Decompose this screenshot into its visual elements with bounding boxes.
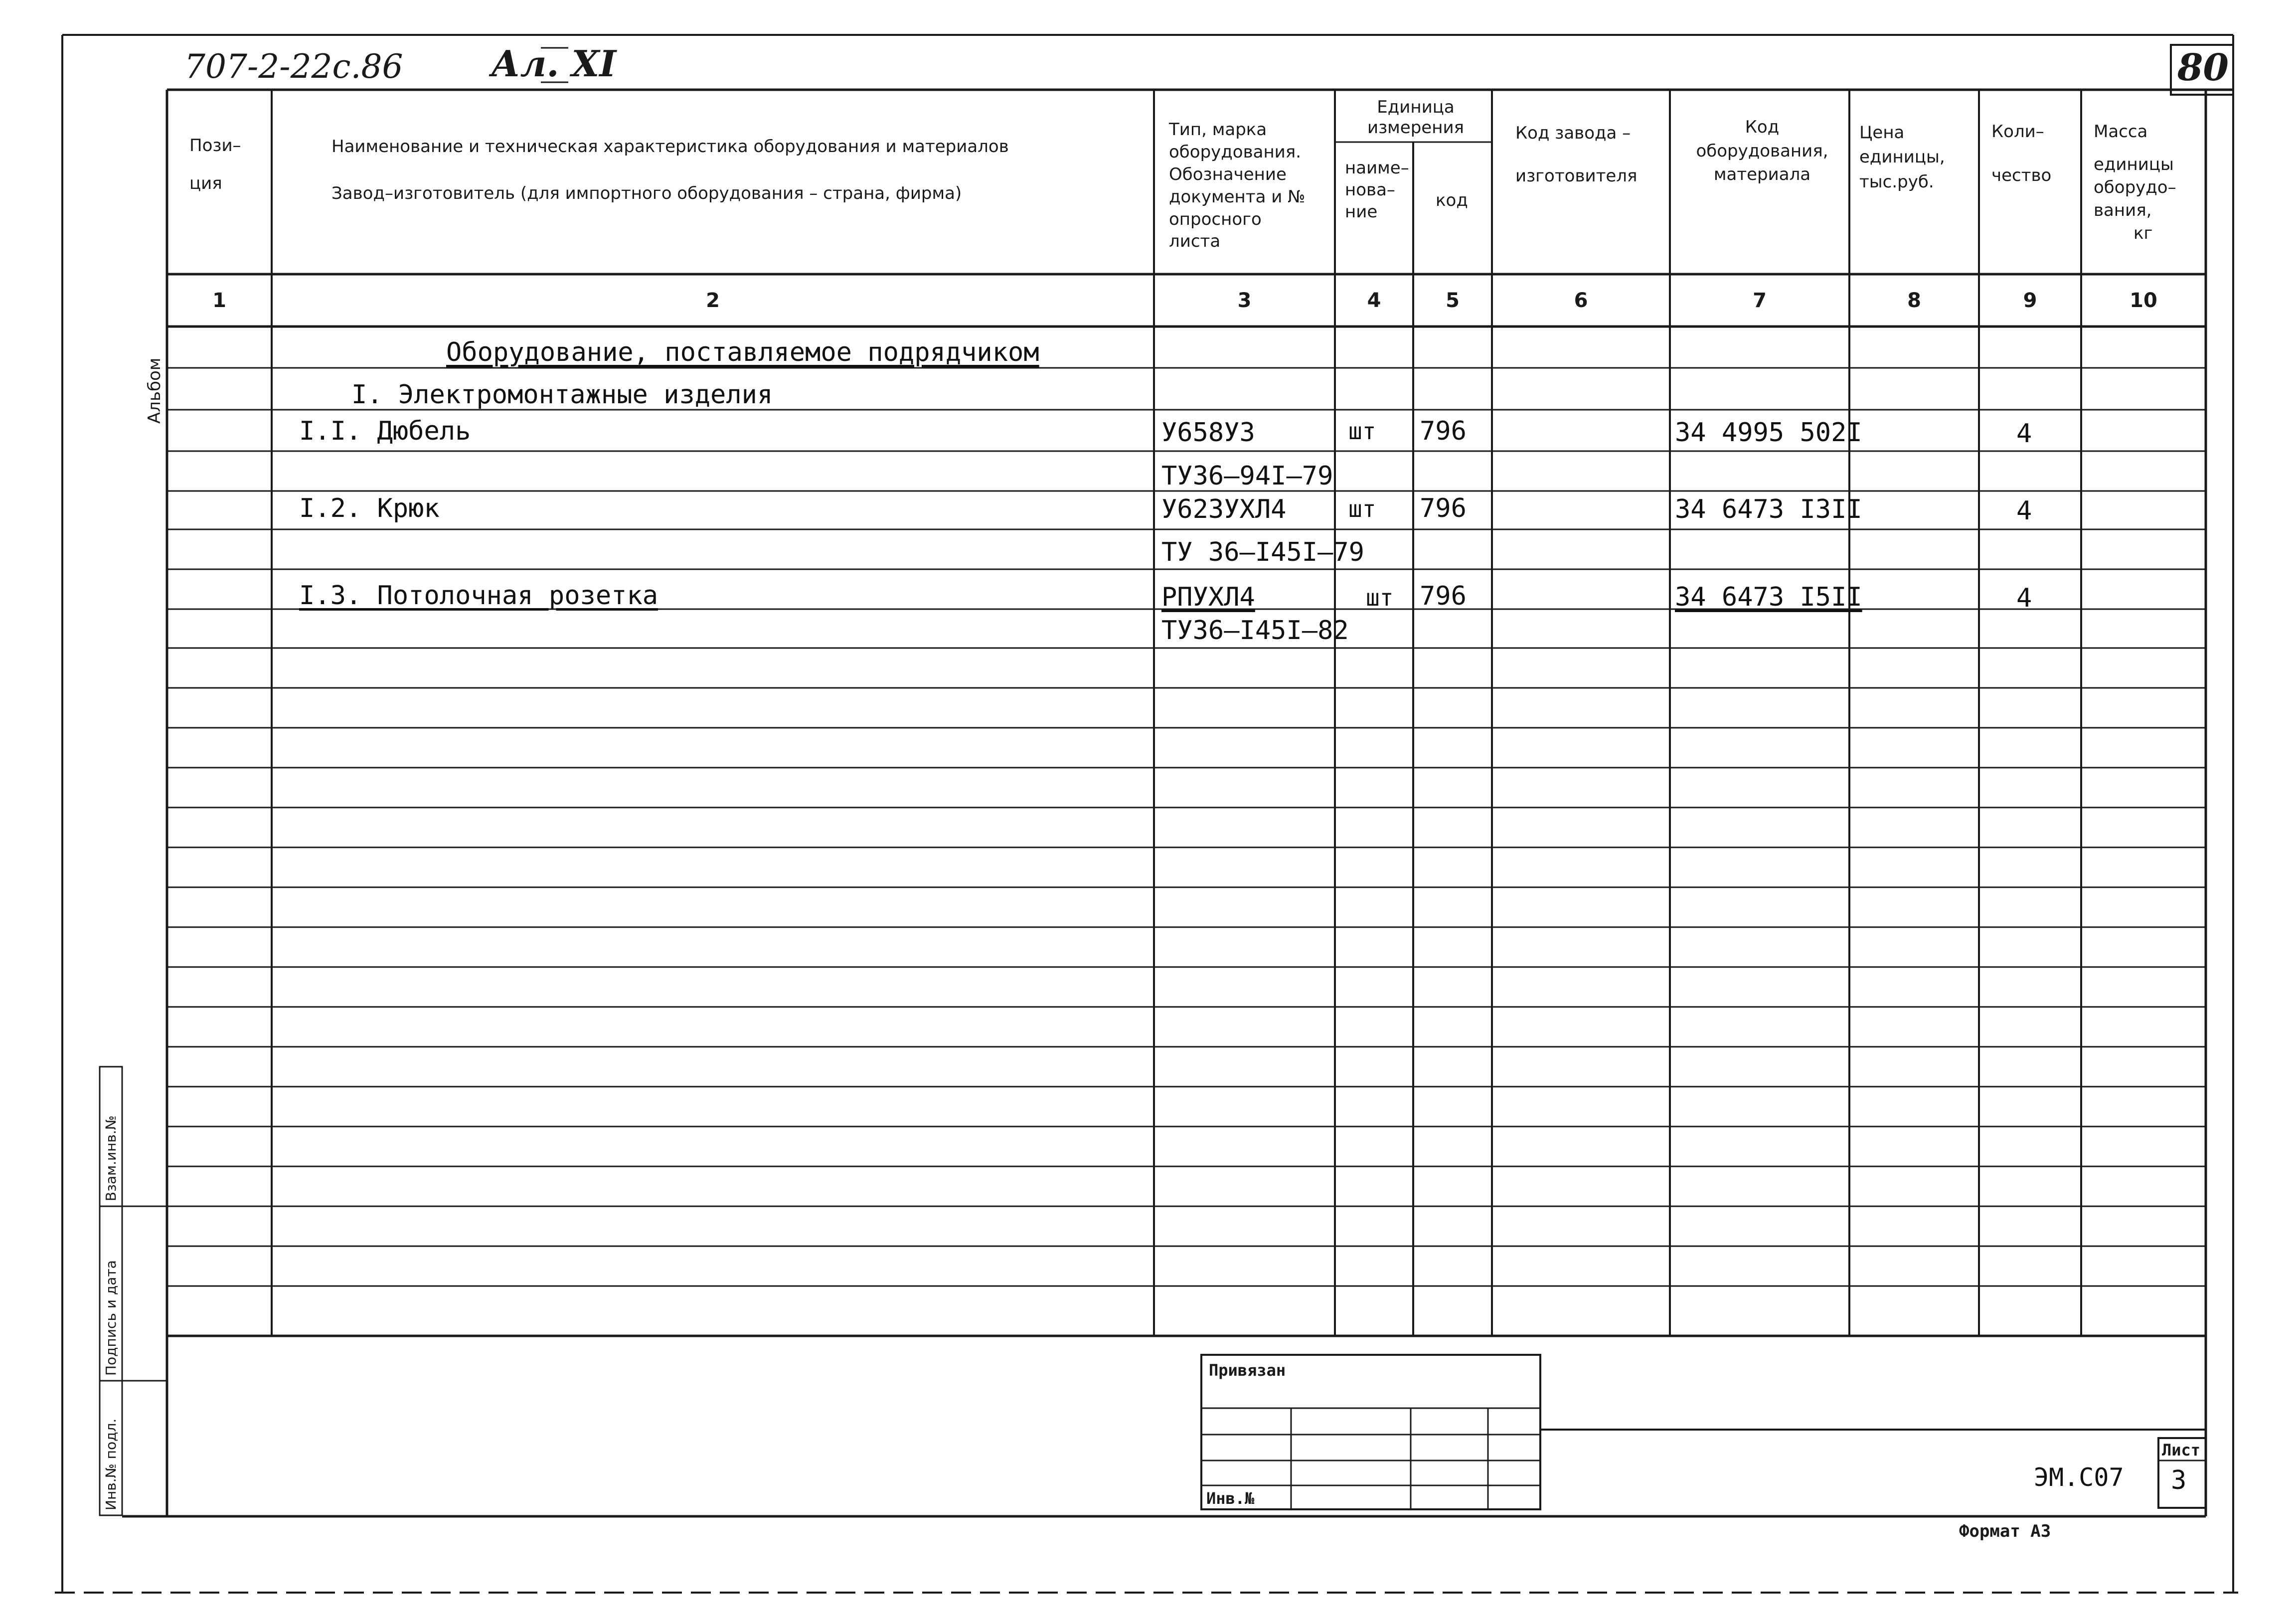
row-name: I.I. Дюбель <box>299 416 471 446</box>
header-unit-name: наиме– нова– ние <box>1345 158 1409 222</box>
row-unit-code: 796 <box>1420 493 1467 523</box>
column-number: 7 <box>1753 289 1767 312</box>
series-number: 707-2-22с.86 <box>184 47 403 86</box>
stamp-inv-label: Инв.№ <box>1206 1489 1255 1508</box>
header-price: Цена единицы, тыс.руб. <box>1859 123 1945 192</box>
column-number: 5 <box>1446 289 1460 312</box>
row-name: I.2. Крюк <box>299 493 440 523</box>
row-type: РПУХЛ4 <box>1161 582 1255 612</box>
row-unit: шт <box>1348 495 1376 522</box>
column-number: 1 <box>212 289 226 312</box>
drawing-code: ЭМ.С07 <box>2034 1463 2124 1492</box>
page-number: 80 <box>2177 46 2229 89</box>
sheet-label: Лист <box>2162 1441 2201 1459</box>
row-type: У658УЗ <box>1161 418 1255 448</box>
column-number: 3 <box>1237 289 1252 312</box>
row-equipment-code: 34 6473 I3II <box>1675 494 1862 524</box>
sheet-number: 3 <box>2171 1465 2187 1495</box>
header-unit-code: код <box>1436 190 1468 210</box>
row-unit-code: 796 <box>1420 416 1467 446</box>
row-type: У623УХЛ4 <box>1161 494 1287 524</box>
row-name: I.3. Потолочная розетка <box>299 581 658 611</box>
column-number: 4 <box>1367 289 1381 312</box>
header-name: Наименование и техническая характеристика оборудования и материалов Завод–изготовитель (для импортного оборудования – страна, фирма) <box>331 137 1009 203</box>
column-number: 2 <box>706 289 720 312</box>
album-side-label: Альбом <box>145 357 164 424</box>
row-doc: ТУ 36–I45I–79 <box>1161 537 1364 567</box>
row-equipment-code: 34 6473 I5II <box>1675 582 1862 612</box>
header-equipment-code: Код оборудования, материала <box>1696 117 1828 185</box>
header-mass: Масса единицы оборудо– вания, кг <box>2094 122 2176 243</box>
row-unit: шт <box>1366 584 1394 611</box>
header-position: Пози– ция <box>189 136 241 193</box>
column-number: 9 <box>2023 289 2037 312</box>
header-factory-code: Код завода – изготовителя <box>1515 123 1638 186</box>
side-original-inv: Инв.№ подл. <box>103 1418 119 1510</box>
header-quantity: Коли– чество <box>1991 122 2052 185</box>
column-number: 8 <box>1907 289 1921 312</box>
format-label: Формат А3 <box>1959 1521 2051 1541</box>
row-quantity: 4 <box>2016 496 2032 526</box>
section-title: Оборудование, поставляемое подрядчиком <box>446 337 1039 367</box>
column-number: 6 <box>1574 289 1588 312</box>
row-quantity: 4 <box>2016 419 2032 449</box>
row-unit-code: 796 <box>1420 581 1467 611</box>
column-number: 10 <box>2130 289 2157 312</box>
row-equipment-code: 34 4995 502I <box>1675 418 1862 448</box>
row-quantity: 4 <box>2016 583 2032 613</box>
header-type: Тип, марка оборудования. Обозначение документа и № опросного листа <box>1169 120 1306 252</box>
side-replace-inv: Взам.инв.№ <box>103 1115 119 1201</box>
row-unit: шт <box>1348 418 1376 445</box>
album-label: Ал. XI <box>491 42 617 85</box>
header-unit-group: Единица измерения <box>1367 97 1465 138</box>
row-doc: ТУ36–I45I–82 <box>1161 616 1349 646</box>
side-signature-date: Подпись и дата <box>103 1260 119 1376</box>
row-doc: ТУ36–94I–79 <box>1161 461 1333 491</box>
section-subtitle: I. Электромонтажные изделия <box>351 380 773 410</box>
stamp-bound-label: Привязан <box>1209 1361 1286 1380</box>
